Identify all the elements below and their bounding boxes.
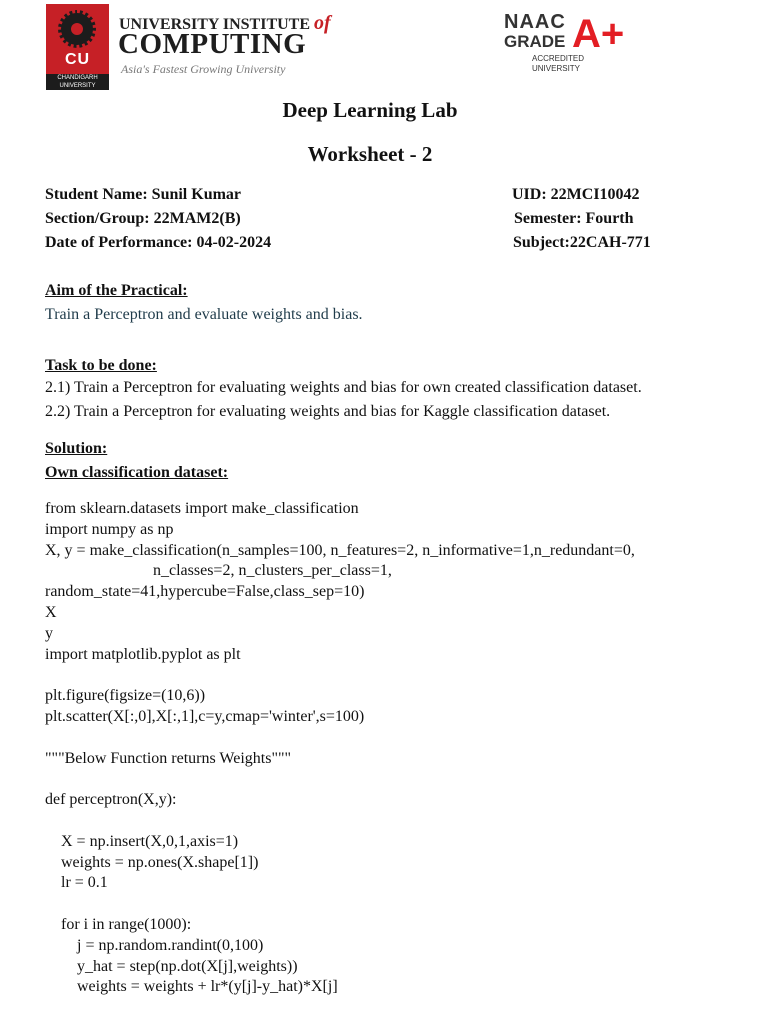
gear-emblem-icon xyxy=(58,10,96,48)
naac-grade-value: A+ xyxy=(572,12,625,56)
logo-subtitle: CHANDIGARH UNIVERSITY xyxy=(46,74,109,90)
date-of-performance: Date of Performance: 04-02-2024 xyxy=(45,234,272,251)
institute-tagline: Asia's Fastest Growing University xyxy=(121,62,286,76)
naac-text: NAAC xyxy=(504,11,566,33)
aim-text: Train a Perceptron and evaluate weights and bias. xyxy=(45,306,363,323)
section-group: Section/Group: 22MAM2(B) xyxy=(45,210,241,227)
worksheet-title: Worksheet - 2 xyxy=(307,142,433,166)
dataset-subheading: Own classification dataset: xyxy=(45,464,229,481)
institute-line1-text: UNIVERSITY INSTITUTE xyxy=(119,16,311,33)
aim-heading: Aim of the Practical: xyxy=(45,282,188,299)
naac-accredited: ACCREDITED UNIVERSITY xyxy=(532,54,585,73)
naac-grade-text: GRADE xyxy=(504,32,566,51)
task-item: 2.1) Train a Perceptron for evaluating weights and bias for own created classification dataset. xyxy=(45,379,642,396)
institute-name-line2: COMPUTING xyxy=(118,28,307,60)
student-name: Student Name: Sunil Kumar xyxy=(45,186,242,203)
task-heading: Task to be done: xyxy=(45,357,157,374)
semester: Semester: Fourth xyxy=(514,210,634,227)
student-uid: UID: 22MCI10042 xyxy=(512,186,640,203)
solution-heading: Solution: xyxy=(45,440,108,457)
logo-letters: CU xyxy=(64,51,91,68)
subject-code: Subject:22CAH-771 xyxy=(513,234,651,251)
task-item: 2.2) Train a Perceptron for evaluating weights and bias for Kaggle classification dataset. xyxy=(45,403,611,420)
page-header xyxy=(0,0,768,100)
naac-badge xyxy=(504,11,628,73)
code-block: from sklearn.datasets import make_classification import numpy as np X, y = make_classification(n_samples=100, n_features=2, n_informative=1,n_redundant=0, n_classes=2, n_clusters_per_class=1, random_state=41,hypercube=False,class_sep=10) X y import matplotlib.pyplot as plt plt.figure(figsize=(10,6)) plt.scatter(X[:,0],X[:,1],c=y,cmap='winter',s=100) """Below Function returns Weights""" def perceptron(X,y): X = np.insert(X,0,1,axis=1) weights = np.ones(X.shape[1]) lr = 0.1 for i in range(1000): j = np.random.randint(0,100) y_hat = step(np.dot(X[j],weights)) weights = weights + lr*(y[j]-y_hat)*X[j] xyxy=(45,500,635,996)
document-title: Deep Learning Lab xyxy=(282,98,458,122)
institute-of: of xyxy=(314,12,331,34)
cu-logo xyxy=(46,4,109,90)
